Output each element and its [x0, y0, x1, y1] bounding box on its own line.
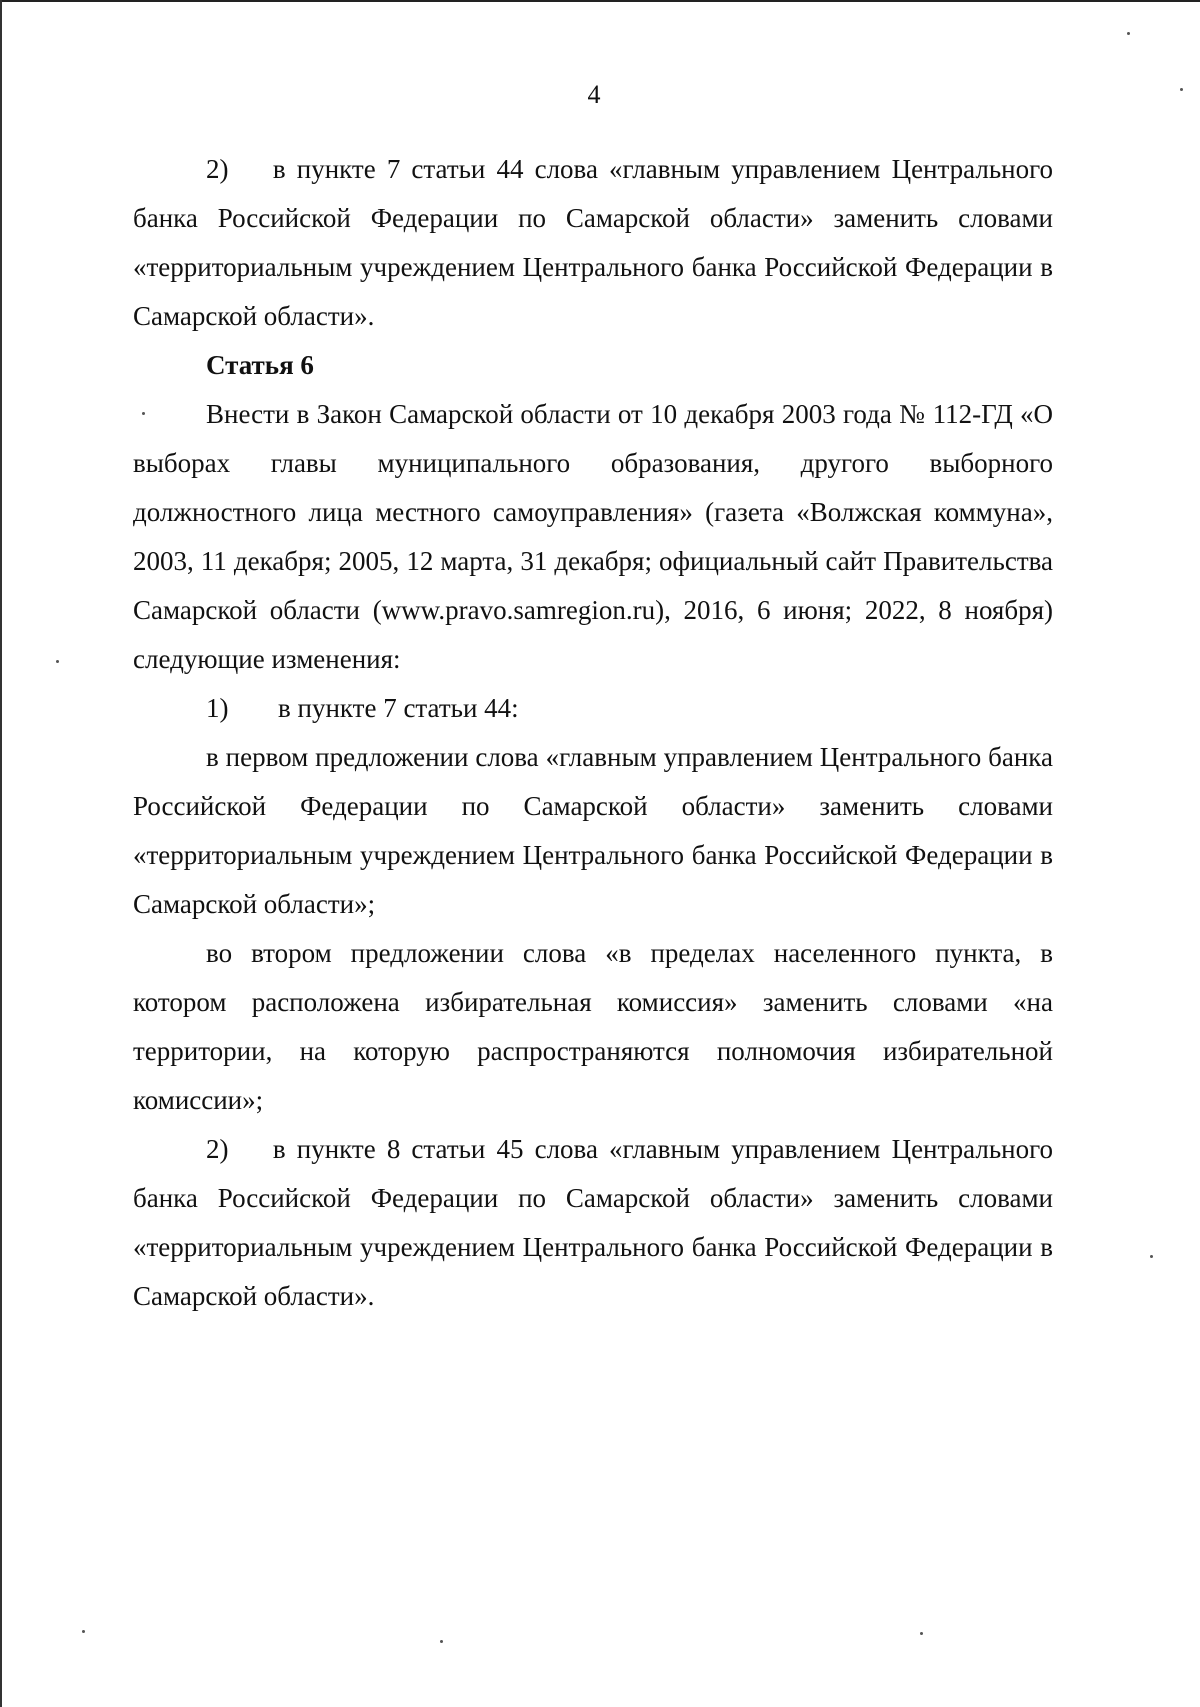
page-number: 4	[587, 80, 601, 109]
scan-speck	[142, 412, 145, 415]
scan-speck	[1127, 32, 1130, 35]
paragraph-amendment-intro: Внести в Закон Самарской области от 10 декабря 2003 года № 112-ГД «О выборах главы муниципального образования, другого выборного должностного лица местного самоуправления» (газета «Волжская коммуна», 2003, 11 декабря; 2005, 12 марта, 31 декабря; официальный сайт Правительства Самарской области (www.pravo.samregion.ru), 2016, 6 июня; 2022, 8 ноября) следующие изменения:	[133, 399, 1053, 674]
paragraph-second-sentence: во втором предложении слова «в пределах населенного пункта, в котором расположена избирательная комиссия» заменить словами «на территории, на которую распространяются полномочия избирательной комиссии»;	[133, 938, 1053, 1115]
scan-speck	[82, 1630, 85, 1633]
document-body	[133, 145, 1053, 1321]
scan-speck	[440, 1640, 443, 1643]
paragraph-first-sentence: в первом предложении слова «главным управлением Центрального банка Российской Федерации по Самарской области» заменить словами «территориальным учреждением Центрального банка Российской Федерации в Самарской области»;	[133, 742, 1053, 919]
scan-speck	[1150, 1255, 1153, 1258]
scan-edge-top	[0, 0, 1200, 2]
scan-edge-left	[0, 0, 2, 1707]
list-item-1	[133, 684, 1053, 733]
scan-speck	[1180, 88, 1183, 91]
scan-speck	[920, 1632, 923, 1635]
scan-speck	[56, 660, 59, 663]
paragraph-item-2-article-5: 2) в пункте 7 статьи 44 слова «главным управлением Центрального банка Российской Федерации по Самарской области» заменить словами «территориальным учреждением Центрального банка Российской Федерации в Самарской области».	[133, 154, 1053, 331]
paragraph-item-2-article-6: 2) в пункте 8 статьи 45 слова «главным управлением Центрального банка Российской Федерации по Самарской области» заменить словами «территориальным учреждением Центрального банка Российской Федерации в Самарской области».	[133, 1134, 1053, 1311]
list-item-text: в пункте 7 статьи 44:	[278, 693, 519, 723]
article-heading: Статья 6	[206, 350, 314, 380]
list-item-number: 1)	[206, 693, 229, 723]
